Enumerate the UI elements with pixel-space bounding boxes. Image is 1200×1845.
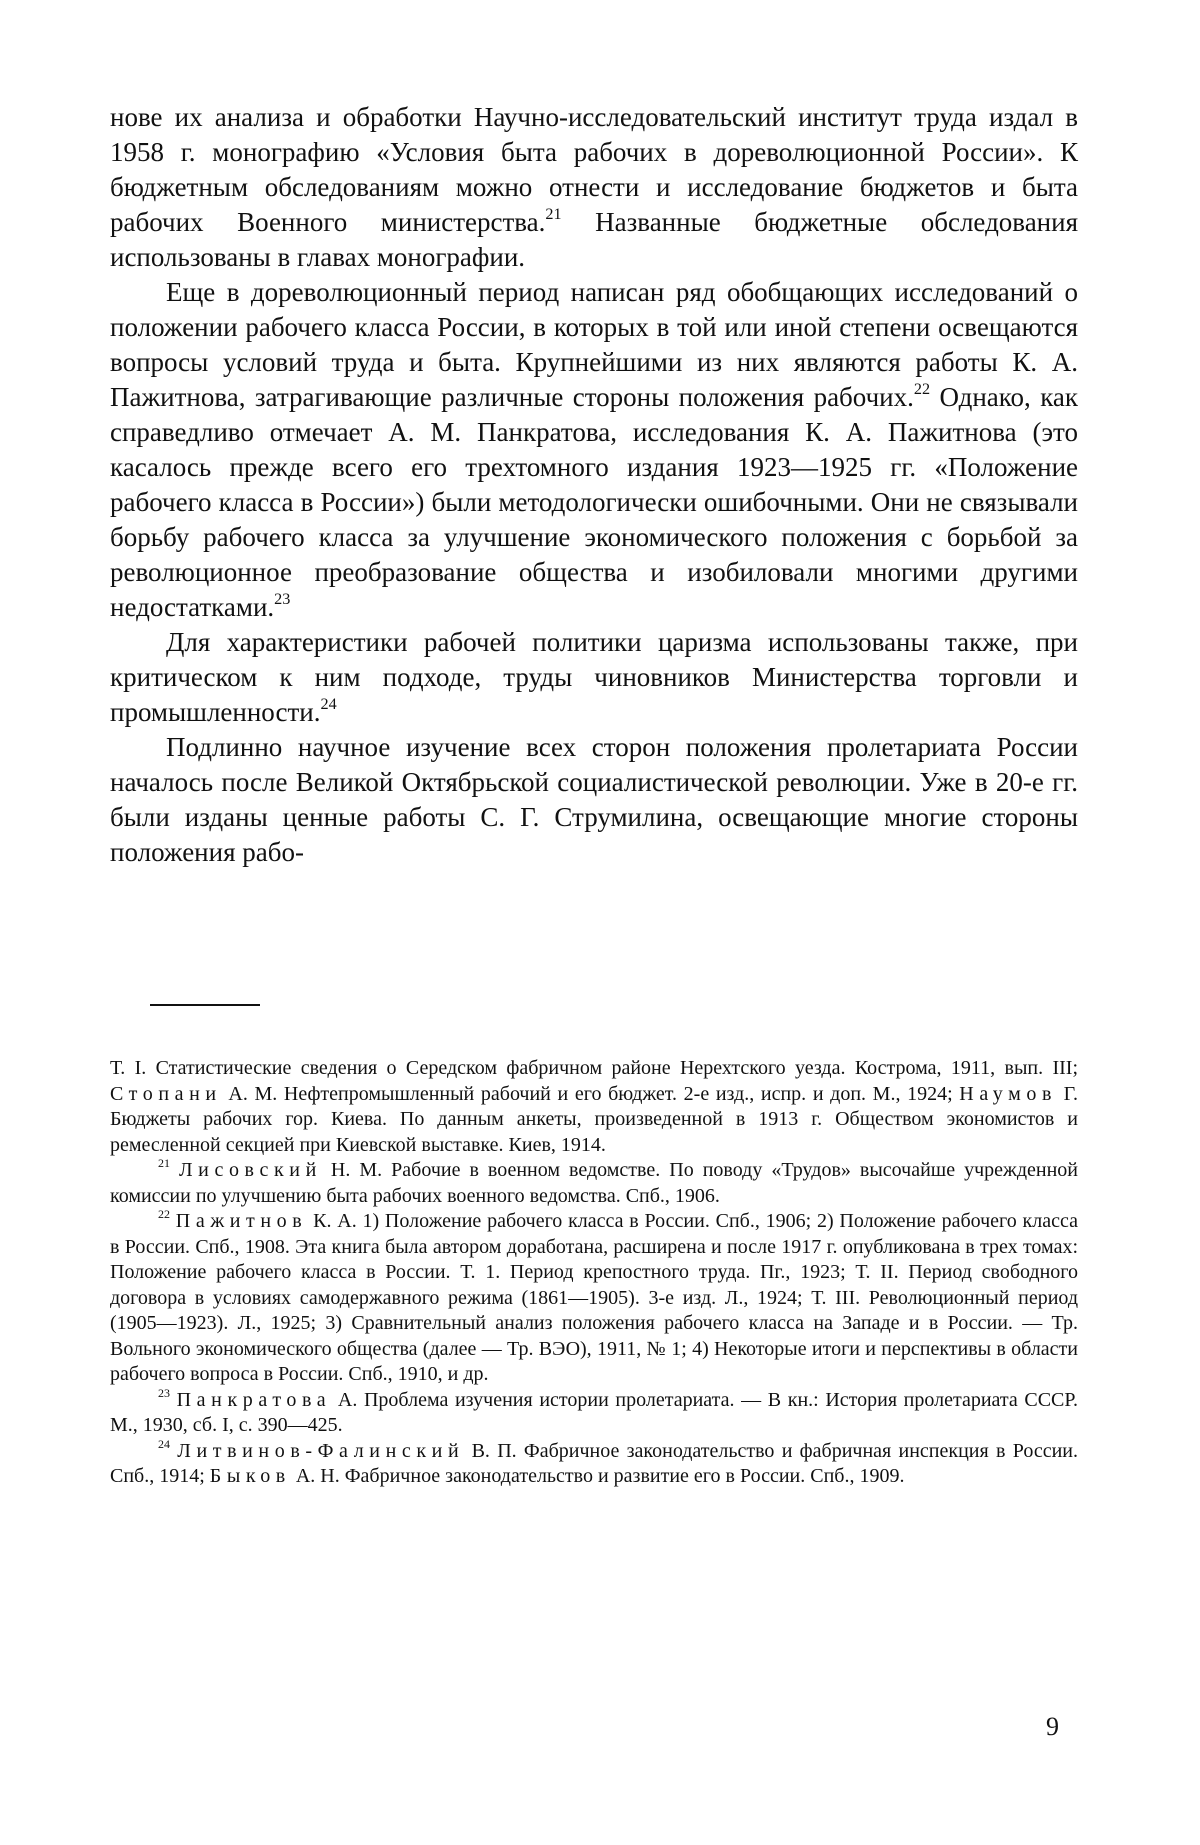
footnote-ref-22: 22	[913, 379, 931, 398]
footnote-21-mark: 21	[158, 1156, 170, 1170]
paragraph-1	[110, 100, 1078, 275]
footnote-24-text-2: А. Н. Фабричное законодательство и развитие его в России. Спб., 1909.	[290, 1465, 905, 1487]
footnote-ref-24: 24	[320, 694, 337, 713]
footnote-20-text-3: Г. Бюджеты рабочих гор. Киева. По данным анкеты, произведенной в 1913 г. Обществом экономистов и ремесленной секцией при Киевской выставке. Киев, 1914.	[110, 1082, 1078, 1156]
paragraph-2-text: Еще в дореволюционный период написан ряд обобщающих исследований о положении рабочего класса России, в которых в той или иной степени освещаются вопросы условий труда и быта. Крупнейшими из них являются работы К. А. Пажитнова, затрагивающие различные стороны положения рабочих.	[110, 277, 1078, 412]
footnote-24-author-2: Быков	[209, 1465, 291, 1487]
footnote-21	[110, 1158, 1078, 1209]
footnote-ref-23: 23	[274, 589, 291, 608]
footnote-separator	[150, 1004, 260, 1006]
footnote-22-author: Пажитнов	[175, 1210, 308, 1232]
paragraph-3-text: Для характеристики рабочей политики царизма использованы также, при критическом к ним подходе, труды чиновников Министерства торговли и промышленности.	[110, 627, 1078, 727]
paragraph-1-text-cont: Названные бюджетные обследования использованы в главах монографии.	[110, 207, 1078, 272]
footnote-24	[110, 1436, 1078, 1490]
footnotes	[110, 1056, 1078, 1490]
footnote-23	[110, 1385, 1079, 1439]
footnote-20-text: Т. I. Статистические сведения о Середском фабричном районе Нерехтского уезда. Кострома, 1911, вып. III;	[110, 1057, 1078, 1079]
paragraph-2-text-cont: Однако, как справедливо отмечает А. М. Панкратова, исследования К. А. Пажитнова (это касалось прежде всего его трехтомного издания 1923—1925 гг. «Положение рабочего класса в России») были методологически ошибочными. Они не связывали борьбу рабочего класса за улучшение экономического положения с борьбой за революционное преобразование общества и изобиловали многими другими недостатками.	[110, 382, 1079, 622]
footnote-21-text: Н. М. Рабочие в военном ведомстве. По поводу «Трудов» высочайше учрежденной комиссии по улучшению быта рабочих военного ведомства. Спб., 1906.	[110, 1159, 1078, 1207]
footnote-24-mark: 24	[158, 1436, 170, 1451]
footnote-24-text: В. П. Фабричное законодательство и фабричная инспекция в России. Спб., 1914;	[110, 1439, 1078, 1487]
page-number: 9	[1046, 1712, 1059, 1741]
paragraph-4-text: Подлинно научное изучение всех сторон положения пролетариата России началось после Великой Октябрьской социалистической революции. Уже в 20-е гг. были изданы ценные работы С. Г. Струмилина, освещающие многие стороны положения рабо-	[110, 732, 1078, 867]
footnote-20-author-2: Наумов	[959, 1082, 1058, 1105]
paragraph-2	[110, 275, 1078, 625]
main-text	[110, 100, 1078, 870]
footnote-21-author: Лисовский	[179, 1159, 322, 1181]
footnote-22	[110, 1209, 1078, 1388]
footnote-23-text: А. Проблема изучения истории пролетариата. — В кн.: История пролетариата СССР. М., 1930, сб. I, с. 390—425.	[110, 1388, 1079, 1436]
paragraph-4	[110, 730, 1078, 870]
footnote-ref-21: 21	[545, 204, 562, 223]
footnote-23-author: Панкратова	[176, 1388, 332, 1411]
footnote-22-text: К. А. 1) Положение рабочего класса в России. Спб., 1906; 2) Положение рабочего класса в России. Спб., 1908. Эта книга была автором доработана, расширена и после 1917 г. опубликована в трех томах: Положение рабочего класса в России. Т. 1. Период крепостного труда. Пг., 1923; Т. II. Период свободного договора в условиях самодержавного режима (1861—1905). 3-е изд. Л., 1924; Т. III. Революционный период (1905—1923). Л., 1925; 3) Сравнительный анализ положения рабочего класса на Западе и в России. — Тр. Вольного экономического общества (далее — Тр. ВЭО), 1911, № 1; 4) Некоторые итоги и перспективы в области рабочего вопроса в России. Спб., 1910, и др.	[110, 1210, 1079, 1385]
paragraph-3	[110, 625, 1078, 730]
footnote-24-author: Литвинов-Фалинский	[177, 1439, 465, 1462]
footnote-20-cont	[110, 1056, 1078, 1158]
footnote-23-mark: 23	[158, 1385, 170, 1400]
footnote-20-text-2: А. М. Нефтепромышленный рабочий и его бюджет. 2-е изд., испр. и доп. М., 1924;	[221, 1082, 960, 1105]
paragraph-1-text: нове их анализа и обработки Научно-исследовательский институт труда издал в 1958 г. монографию «Условия быта рабочих в дореволюционной России». К бюджетным обследованиям можно отнести и исследование бюджетов и быта рабочих Военного министерства.	[110, 102, 1078, 237]
footnote-22-mark: 22	[158, 1207, 170, 1221]
footnote-20-author-1: Стопани	[110, 1082, 222, 1105]
